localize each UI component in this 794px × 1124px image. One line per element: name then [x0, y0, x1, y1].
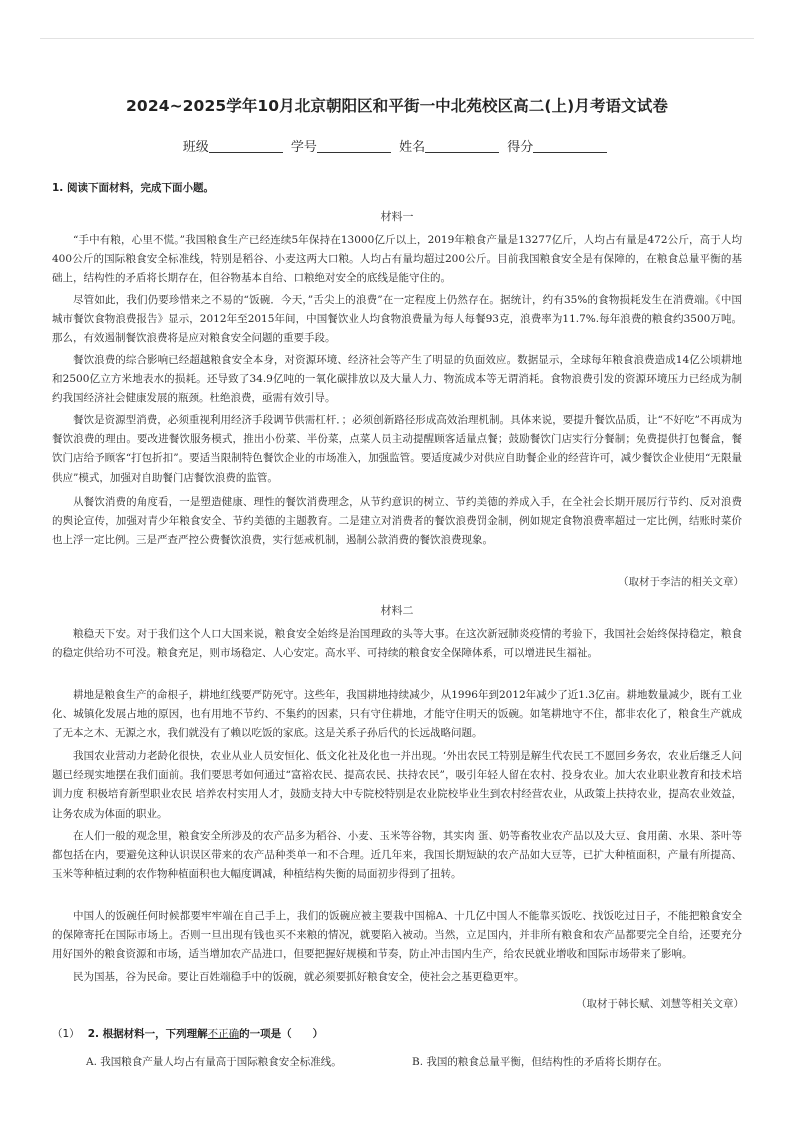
score-label: 得分 [507, 140, 534, 155]
class-label: 班级 [182, 140, 209, 155]
sub-question [52, 1026, 323, 1041]
material-1-source: （取材于李洁的相关文章） [618, 576, 744, 588]
material-2-paragraph: 耕地是粮食生产的命根子，耕地红线要严防死守。这些年，我国耕地持续减少，从1996年到2012年减少了近1.3亿亩。耕地数量减少，既有工业化、城镇化发展占地的原因，也有用地不节约、不集约的因素，只有守住耕地，才能守住明天的饭碗。如笔耕地守不住，都非农化了，粮食生产就成了无本之木、无源之水，我们就没有了赖以吃饭的家底。这是关系子孙后代的长远战略问题。 [52, 689, 742, 740]
header-rule [40, 38, 754, 39]
material-2-source: （取材于韩长赋、刘慧等相关文章） [576, 998, 744, 1010]
material-2-paragraph: 粮稳天下安。对于我们这个人口大国来说，粮食安全始终是治国理政的头等大事。在这次新冠肺炎疫情的考验下，我国社会始终保持稳定，粮食的稳定供给功不可没。粮食充足，则市场稳定、人心安定。高水平、可持续的粮食安全保障体系，可以增进民生福祉。 [52, 628, 742, 660]
material-1-paragraph: 从餐饮消费的角度看，一是塑造健康、理性的餐饮消费理念，从节约意识的树立、节约美德的养成入手，在全社会长期开展厉行节约、反对浪费的舆论宣传，加强对青少年粮食安全、节约美德的主题教育。二是建立对消费者的餐饮浪费罚金制，例如规定食物浪费率超过一定比例，结账时菜价也上浮一定比例。三是严查严控公费餐饮浪费，实行惩戒机制，遏制公款消费的餐饮浪费现象。 [52, 496, 742, 547]
material-1-heading: 材料一 [380, 210, 414, 223]
sub-question-emphasis: 不正确 [207, 1028, 240, 1040]
student-info-row [0, 136, 794, 155]
student-id-label: 学号 [290, 140, 317, 155]
sub-question-stem-suffix: 的一项是（ ） [239, 1028, 324, 1040]
material-2-paragraph: 我国农业营动力老龄化很快，农业从业人员安恒化、低文化社及化也一并出现。‘外出农民工特别是解生代农民工不愿回乡务农，农业后继乏人问题已经现实地摆在我们面前。我们要思考如何通过“富裕农民、提高农民、扶持农民”，吸引年轻人留在农村、投身农业。加大农业职业教育和技术培训力度 积极培育新型职业农民 培养农村实用人才，鼓励支持大中专院校特别是农业院校毕业生到农村经营农业，从政策上扶持农业，提高农业效益，让务农成为体面的职业。 [52, 750, 742, 820]
name-label: 姓名 [399, 140, 426, 155]
option-a[interactable]: A. 我国粮食产量人均占有量高于国际粮食安全标准线。 [86, 1056, 342, 1068]
sub-question-number: （1） [52, 1028, 80, 1040]
student-id-blank[interactable] [317, 140, 391, 153]
score-blank[interactable] [533, 140, 607, 153]
material-1-paragraph: “手中有粮，心里不慌。”我国粮食生产已经连续5年保持在13000亿斤以上，2019年粮食产量是13277亿斤，人均占有量是472公斤，高于人均400公斤的国际粮食安全标准线，特别是稻谷、小麦这两大口粮。人均占有量均超过200公斤。目前我国粮食安全是有保障的，在粮食总量平衡的基础上，结构性的矛盾将长期存在，但谷物基本自给、口粮绝对安全的底线是能守住的。 [52, 234, 742, 285]
option-b[interactable]: B. 我国的粮食总量平衡，但结构性的矛盾将长期存在。 [412, 1056, 668, 1068]
name-blank[interactable] [425, 140, 499, 153]
page-title: 2024~2025学年10月北京朝阳区和平街一中北苑校区高二(上)月考语文试卷 [126, 97, 668, 115]
material-2-paragraph: 中国人的饭碗任何时候都要牢牢端在自己手上，我们的饭碗应被主要栽中国棉A、十几亿中国人不能靠买饭吃、找饭吃过日子，不能把粮食安全的保障寄托在国际市场上。否则一旦出现有钱也买不来粮的情况，就要陷入被动。当然，立足国内，并非所有粮食和农产品都要完全自给，还要充分用好国外的粮食资源和市场，适当增加农产品进口，但要把握好规模和节奏，防止冲击国内生产，给农民就业增收和国际市场带来了影响。 [52, 910, 742, 961]
material-2-paragraph: 民为国基，谷为民命。要让百姓端稳手中的饭碗，就必须要抓好粮食安全，使社会之基更稳更牢。 [73, 971, 525, 983]
sub-question-stem-prefix: 2. 根据材料一，下列理解 [87, 1028, 208, 1040]
class-blank[interactable] [209, 140, 283, 153]
material-1-paragraph: 尽管如此，我们仍要珍惜来之不易的“饭碗．今天，”舌尖上的浪费”在一定程度上仍然存在。据统计，约有35%的食物损耗发生在消费端。《中国城市餐饮食物浪费报告》显示，2012年至2015年间，中国餐饮业人均食物浪费量为每人每餐93克，浪费率为11.7%.每年浪费的粮食约3500万吨。那么，有效遏制餐饮浪费将是应对粮食安全问题的重要手段。 [52, 294, 742, 345]
material-1-paragraph: 餐饮是资源型消费，必须重视利用经济手段调节供需杠杆．；必须创新路径形成高效治理机制。具体来说，要提升餐饮品质，让“不好吃”不再成为餐饮浪费的理由。要改进餐饮服务模式，推出小份菜、半份菜，点菜人员主动提醒顾客适量点餐；鼓励餐饮门店实行分餐制；免费提供打包餐盒，餐饮门店给予顾客“打包折扣”。要适当限制特色餐饮企业的市场准入，加强监管。要适度减少对供应自助餐企业的经营许可，减少餐饮企业使用“无限量供应”模式，加强对自助餐门店餐饮浪费的监管。 [52, 414, 742, 484]
material-2-heading: 材料二 [380, 604, 414, 617]
material-2-paragraph: 在人们一般的观念里，粮食安全所涉及的农产品多为稻谷、小麦、玉米等谷物，其实肉 蛋、奶等畜牧业农产品以及大豆、食用菌、水果、茶叶等都包括在内，要避免这种认识误区带来的农产品种类单一和不合理。近几年来，我国长期短缺的农产品如大豆等，已扩大种植面积，产量有所提高、玉米等种植过剩的农作物种植面积也大幅度调减，种植结构失衡的局面初步得到了扭转。 [52, 830, 742, 881]
material-1-paragraph: 餐饮浪费的综合影响已经超越粮食安全本身，对资源环境、经济社会等产生了明显的负面效应。数据显示，全球每年粮食浪费造成14亿公顷耕地和2500亿立方米地表水的损耗。还导致了34.9亿吨的一氧化碳排放以及大量人力、物流成本等无谓消耗。食物浪费引发的资源环境压力已经成为制约我国经济社会健康发展的瓶颈。杜绝浪费，亟需有效引导。 [52, 354, 742, 405]
question-heading: 1. 阅读下面材料，完成下面小题。 [52, 182, 214, 194]
